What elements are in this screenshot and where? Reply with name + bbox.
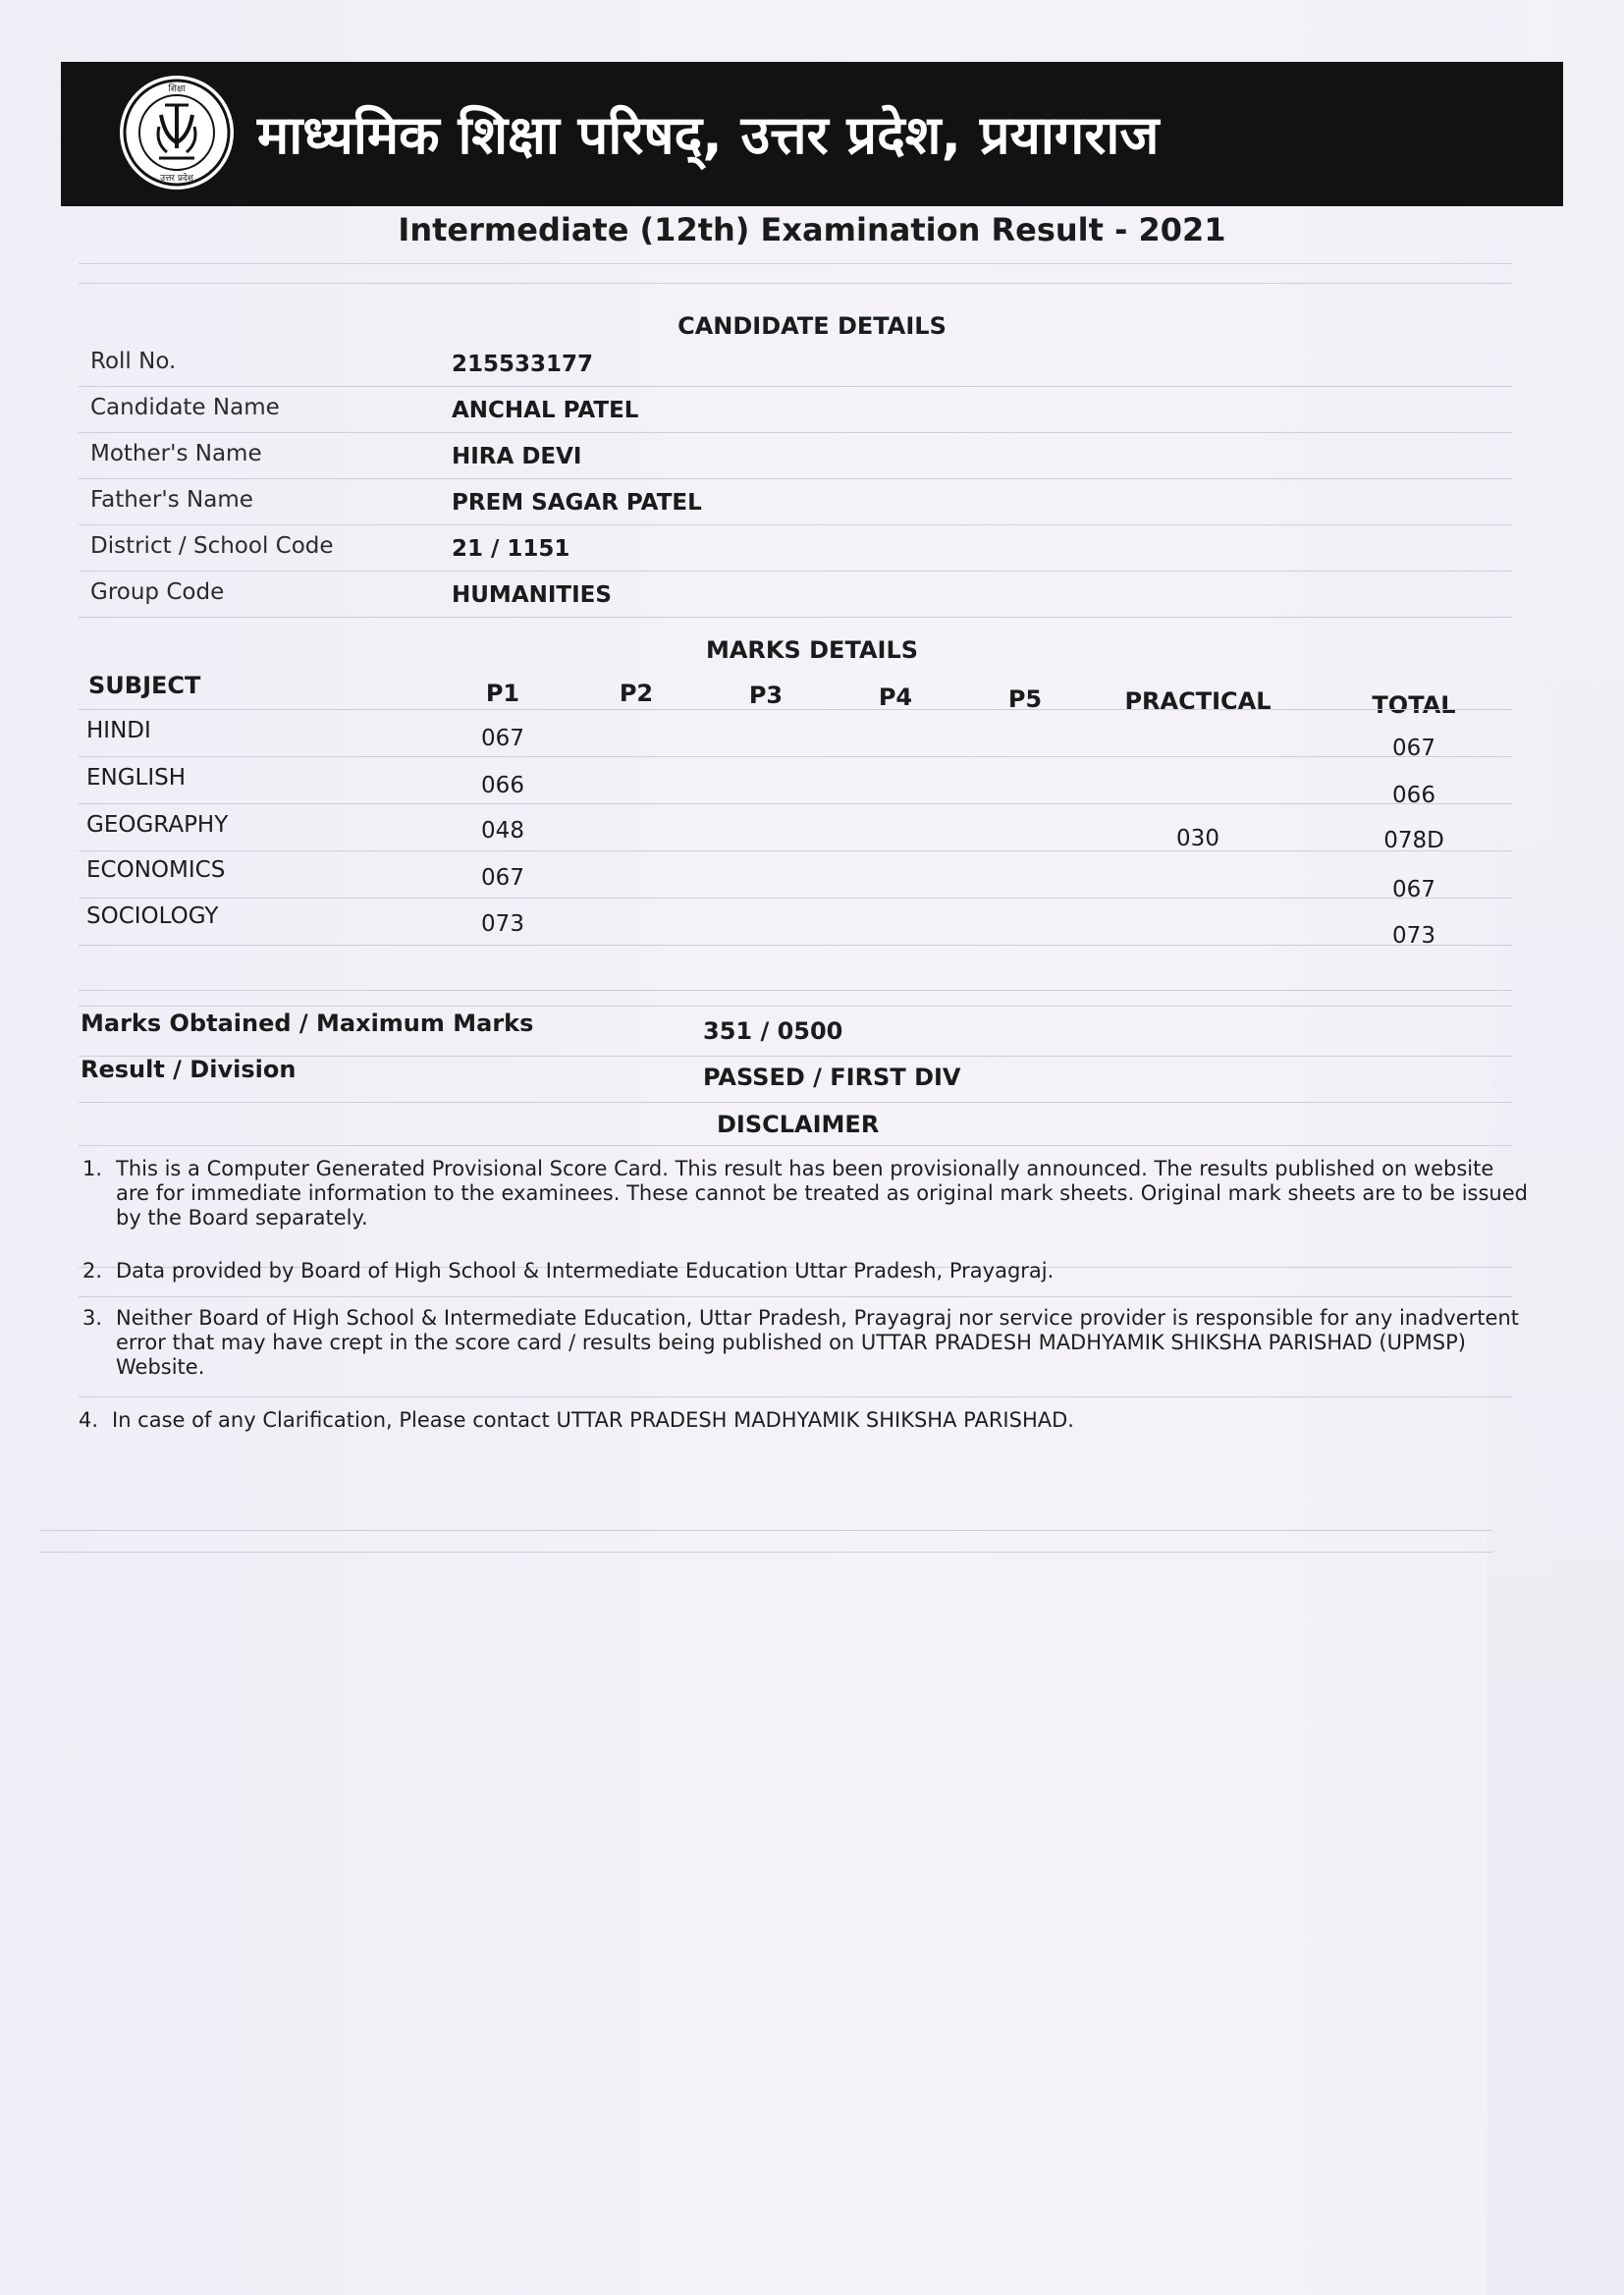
note-number: 3. xyxy=(82,1306,103,1330)
divider xyxy=(79,803,1512,804)
list-item xyxy=(82,1306,1536,1385)
detail-row-candidate-name xyxy=(90,390,1504,433)
column-header-p2: P2 xyxy=(619,680,654,707)
table-row xyxy=(84,713,1508,761)
list-item xyxy=(82,1259,1536,1288)
table-row xyxy=(84,854,1508,900)
detail-value: 215533177 xyxy=(452,352,594,377)
divider xyxy=(79,1006,1512,1007)
detail-label: Father's Name xyxy=(90,487,253,513)
divider xyxy=(79,617,1512,618)
divider xyxy=(79,432,1512,433)
total-cell: 067 xyxy=(1392,736,1435,761)
board-name: माध्यमिक शिक्षा परिषद्, उत्तर प्रदेश, प्रयागराज xyxy=(257,104,1160,166)
subject-cell: HINDI xyxy=(86,718,151,743)
column-header-practical: PRACTICAL xyxy=(1124,687,1272,715)
p1-cell: 067 xyxy=(481,865,524,891)
detail-label: District / School Code xyxy=(90,533,334,559)
note-text: Neither Board of High School & Intermediate Education, Uttar Pradesh, Prayagraj nor service provider is responsible for any inadvertent error that may have crept in the score card / results being published on UTTAR PRADESH MADHYAMIK SHIKSHA PARISHAD (UPMSP) Website. xyxy=(116,1306,1519,1379)
divider xyxy=(79,850,1512,851)
detail-value: PREM SAGAR PATEL xyxy=(452,490,702,516)
result-title: Intermediate (12th) Examination Result - 2021 xyxy=(398,211,1226,248)
note-number: 4. xyxy=(79,1408,99,1432)
list-item xyxy=(82,1157,1536,1235)
column-header-subject: SUBJECT xyxy=(88,672,201,699)
table-row xyxy=(84,807,1508,852)
list-item xyxy=(79,1408,1532,1438)
detail-row-fathers-name xyxy=(90,482,1504,525)
column-header-p3: P3 xyxy=(748,682,784,709)
p1-cell: 067 xyxy=(481,726,524,751)
detail-label: Candidate Name xyxy=(90,395,280,420)
marks-obtained-label: Marks Obtained / Maximum Marks xyxy=(81,1010,534,1037)
marks-details-heading: MARKS DETAILS xyxy=(705,636,919,664)
column-header-p5: P5 xyxy=(1007,685,1043,713)
divider xyxy=(79,524,1512,525)
column-header-total: TOTAL xyxy=(1372,691,1456,719)
table-row xyxy=(84,901,1508,949)
detail-value: HUMANITIES xyxy=(452,582,612,608)
detail-row-mothers-name xyxy=(90,436,1504,479)
divider xyxy=(79,945,1512,946)
detail-value: ANCHAL PATEL xyxy=(452,398,639,423)
divider xyxy=(79,990,1512,991)
p1-cell: 073 xyxy=(481,911,524,937)
divider xyxy=(79,283,1512,284)
result-division-label: Result / Division xyxy=(81,1056,297,1083)
subject-cell: ENGLISH xyxy=(86,765,187,791)
total-cell: 073 xyxy=(1392,923,1435,949)
p1-cell: 048 xyxy=(481,818,524,844)
detail-label: Roll No. xyxy=(90,349,177,374)
detail-label: Group Code xyxy=(90,579,225,605)
up-emblem-icon xyxy=(116,72,238,193)
divider xyxy=(79,263,1512,264)
subject-cell: GEOGRAPHY xyxy=(86,812,229,838)
column-header-p4: P4 xyxy=(878,683,913,711)
total-cell: 067 xyxy=(1392,877,1435,902)
detail-label: Mother's Name xyxy=(90,441,262,466)
note-text: Data provided by Board of High School & Intermediate Education Uttar Pradesh, Prayagraj. xyxy=(116,1259,1055,1283)
divider xyxy=(39,1530,1492,1531)
header-banner xyxy=(61,62,1563,206)
subject-cell: ECONOMICS xyxy=(86,857,226,883)
note-number: 2. xyxy=(82,1259,103,1283)
column-header-p1: P1 xyxy=(485,680,520,707)
detail-value: 21 / 1151 xyxy=(452,536,570,562)
marks-obtained-value: 351 / 0500 xyxy=(703,1017,843,1045)
emblem-text-bottom: उत्तर प्रदेश xyxy=(160,174,193,184)
divider xyxy=(79,1296,1512,1297)
result-division-value: PASSED / FIRST DIV xyxy=(703,1064,961,1091)
divider xyxy=(79,1102,1512,1103)
detail-row-district-school-code xyxy=(90,528,1504,572)
divider xyxy=(79,1145,1512,1146)
note-text: This is a Computer Generated Provisional Score Card. This result has been provisionally announced. The results published on website are for immediate information to the examinees. These cannot be treated as original mark sheets. Original mark sheets are to be issued by the Board separately. xyxy=(116,1157,1528,1229)
divider xyxy=(79,709,1512,710)
candidate-details-heading: CANDIDATE DETAILS xyxy=(677,312,947,340)
divider xyxy=(79,571,1512,572)
subject-cell: SOCIOLOGY xyxy=(86,903,219,929)
note-text: In case of any Clarification, Please contact UTTAR PRADESH MADHYAMIK SHIKSHA PARISHAD. xyxy=(112,1408,1074,1432)
emblem-text-top: शिक्षा xyxy=(168,84,186,94)
divider xyxy=(79,386,1512,387)
detail-row-roll-no xyxy=(90,344,1504,387)
divider xyxy=(79,756,1512,757)
disclaimer-heading: DISCLAIMER xyxy=(717,1111,880,1138)
divider xyxy=(79,1396,1512,1397)
p1-cell: 066 xyxy=(481,773,524,798)
table-row xyxy=(84,760,1508,808)
detail-value: HIRA DEVI xyxy=(452,444,582,469)
practical-cell: 030 xyxy=(1176,826,1219,851)
page-edge-shadow xyxy=(1487,0,1624,2295)
divider xyxy=(79,898,1512,899)
total-cell: 066 xyxy=(1392,783,1435,808)
detail-row-group-code xyxy=(90,574,1504,618)
note-number: 1. xyxy=(82,1157,103,1180)
total-cell: 078D xyxy=(1383,828,1444,853)
divider xyxy=(39,1552,1492,1553)
divider xyxy=(79,478,1512,479)
